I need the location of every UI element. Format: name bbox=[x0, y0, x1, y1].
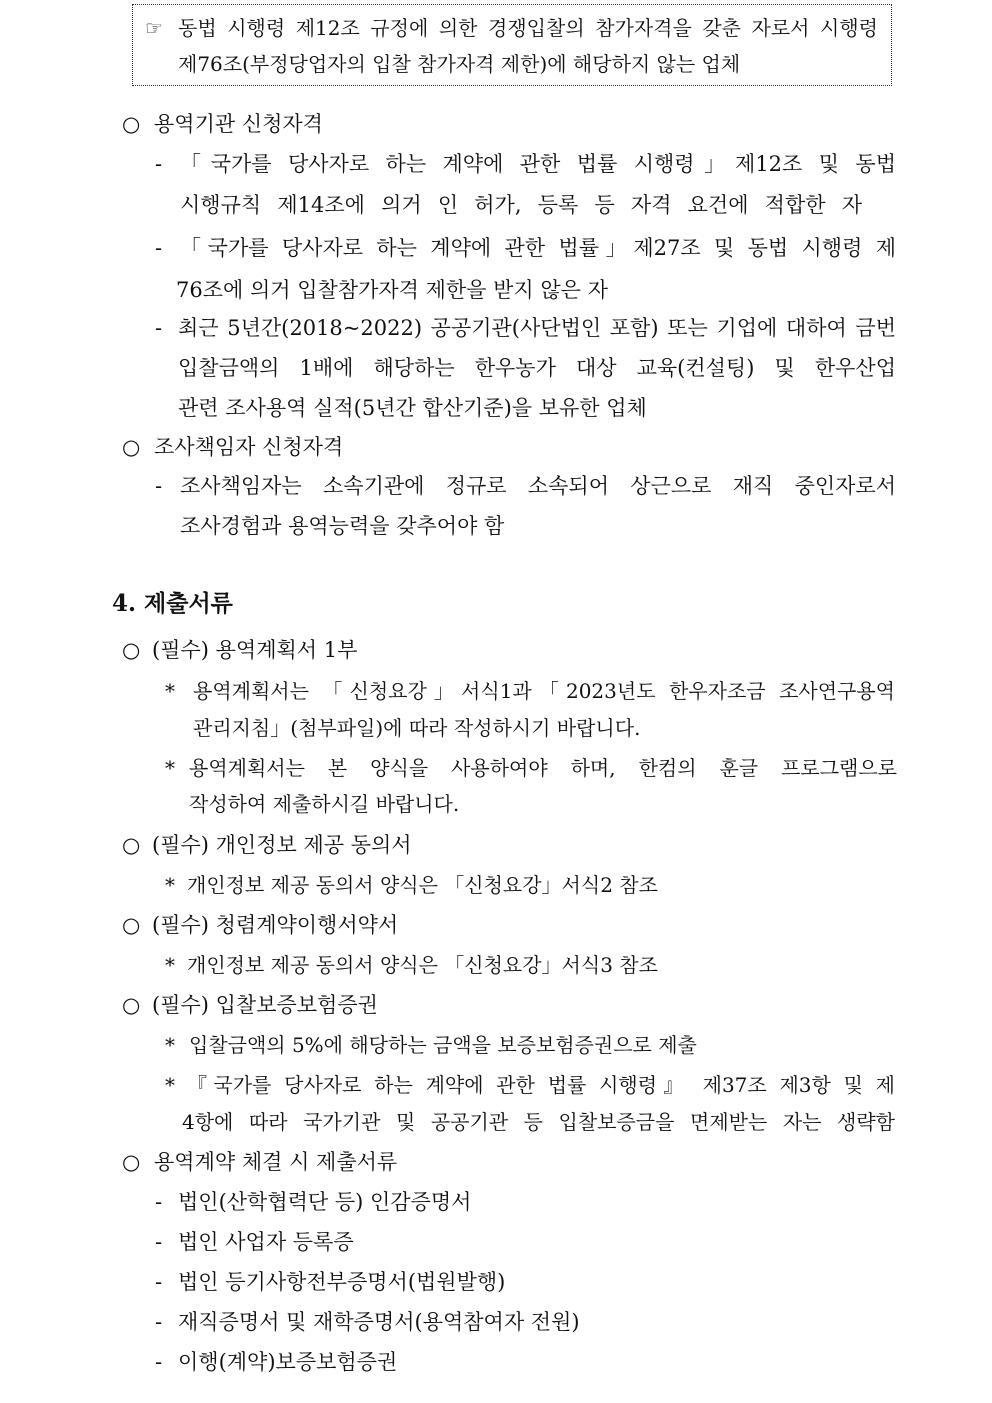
manager-qual-marker: ○ bbox=[122, 435, 141, 459]
bond-note-1-text: 입찰금액의 5%에 해당하는 금액을 보증보험증권으로 제출 bbox=[189, 1033, 697, 1057]
plan-note-2-line-2: 작성하여 제출하시길 바랍니다. bbox=[189, 792, 460, 816]
doc-4-marker: ○ bbox=[122, 993, 141, 1017]
manager-qual-dash: - bbox=[155, 474, 163, 498]
agency-qual-item-3-line-2: 입찰금액의 1배에 해당하는 한우농가 대상 교육(컨설팅) 및 한우산업 bbox=[178, 356, 896, 380]
doc-2-marker: ○ bbox=[122, 833, 141, 857]
contract-doc-3-text: 법인 등기사항전부증명서(법원발행) bbox=[178, 1270, 506, 1294]
agency-qual-item-2-dash: - bbox=[155, 236, 163, 260]
doc-3-marker: ○ bbox=[122, 913, 141, 937]
integrity-note-text: 개인정보 제공 동의서 양식은 「신청요강」서식3 참조 bbox=[187, 953, 658, 977]
contract-doc-2-dash: - bbox=[155, 1230, 163, 1254]
bond-note-2-line-2: 4항에 따라 국가기관 및 공공기관 등 입찰보증금을 면제받는 자는 생략함 bbox=[182, 1110, 895, 1134]
contract-doc-1-dash: - bbox=[155, 1190, 163, 1214]
privacy-note-star: * bbox=[165, 873, 175, 897]
manager-qual-line-1: 조사책임자는 소속기관에 정규로 소속되어 상근으로 재직 중인자로서 bbox=[180, 474, 896, 498]
doc-3-title: (필수) 청렴계약이행서약서 bbox=[152, 913, 399, 937]
agency-qual-item-2-line-2: 76조에 의거 입찰참가자격 제한을 받지 않은 자 bbox=[176, 278, 608, 302]
doc-4-title: (필수) 입찰보증보험증권 bbox=[152, 993, 378, 1017]
agency-qual-item-2-line-1: 「국가를 당사자로 하는 계약에 관한 법률」제27조 및 동법 시행령 제 bbox=[180, 236, 896, 260]
doc-5-marker: ○ bbox=[122, 1150, 141, 1174]
bond-note-1-star: * bbox=[165, 1033, 175, 1057]
bond-note-2-star: * bbox=[165, 1073, 175, 1097]
contract-doc-4-dash: - bbox=[155, 1310, 163, 1334]
agency-qual-item-3-dash: - bbox=[155, 316, 163, 340]
contract-doc-3-dash: - bbox=[155, 1270, 163, 1294]
section-4-heading: 4. 제출서류 bbox=[112, 590, 233, 617]
agency-qual-title: 용역기관 신청자격 bbox=[154, 112, 323, 136]
contract-doc-5-text: 이행(계약)보증보험증권 bbox=[178, 1350, 398, 1374]
contract-doc-1-text: 법인(산학협력단 등) 인감증명서 bbox=[178, 1190, 472, 1214]
note-symbol: ☞ bbox=[145, 16, 163, 40]
agency-qual-item-3-line-3: 관련 조사용역 실적(5년간 합산기준)을 보유한 업체 bbox=[178, 396, 647, 420]
agency-qual-marker: ○ bbox=[122, 112, 141, 136]
agency-qual-item-1-line-1: 「국가를 당사자로 하는 계약에 관한 법률 시행령」제12조 및 동법 bbox=[180, 152, 896, 176]
doc-5-title: 용역계약 체결 시 제출서류 bbox=[154, 1150, 398, 1174]
doc-2-title: (필수) 개인정보 제공 동의서 bbox=[152, 833, 412, 857]
integrity-note-star: * bbox=[165, 953, 175, 977]
agency-qual-item-1-dash: - bbox=[155, 152, 163, 176]
contract-doc-2-text: 법인 사업자 등록증 bbox=[178, 1230, 354, 1254]
manager-qual-line-2: 조사경험과 용역능력을 갖추어야 함 bbox=[180, 514, 505, 538]
note-line-2: 제76조(부정당업자의 입찰 참가자격 제한)에 해당하지 않는 업체 bbox=[178, 52, 741, 76]
doc-1-marker: ○ bbox=[122, 638, 141, 662]
plan-note-2-star: * bbox=[165, 756, 175, 780]
manager-qual-title: 조사책임자 신청자격 bbox=[154, 435, 344, 459]
privacy-note-text: 개인정보 제공 동의서 양식은 「신청요강」서식2 참조 bbox=[187, 873, 658, 897]
plan-note-1-star: * bbox=[165, 679, 175, 703]
plan-note-1-line-1: 용역계획서는 「신청요강」서식1과「2023년도 한우자조금 조사연구용역 bbox=[193, 679, 895, 703]
contract-doc-5-dash: - bbox=[155, 1350, 163, 1374]
bond-note-2-line-1: 『국가를 당사자로 하는 계약에 관한 법률 시행령』 제37조 제3항 및 제 bbox=[187, 1073, 895, 1097]
plan-note-1-line-2: 관리지침」(첨부파일)에 따라 작성하시기 바랍니다. bbox=[193, 716, 641, 740]
contract-doc-4-text: 재직증명서 및 재학증명서(용역참여자 전원) bbox=[178, 1310, 580, 1334]
plan-note-2-line-1: 용역계획서는 본 양식을 사용하여야 하며, 한컴의 훈글 프로그램으로 bbox=[189, 756, 897, 780]
doc-1-title: (필수) 용역계획서 1부 bbox=[152, 638, 358, 662]
note-line-1: 동법 시행령 제12조 규정에 의한 경쟁입찰의 참가자격을 갖춘 자로서 시행령 bbox=[178, 16, 878, 40]
agency-qual-item-1-line-2: 시행규칙 제14조에 의거 인 허가, 등록 등 자격 요건에 적합한 자 bbox=[180, 193, 862, 217]
agency-qual-item-3-line-1: 최근 5년간(2018~2022) 공공기관(사단법인 포함) 또는 기업에 대하여 금번 bbox=[178, 316, 896, 340]
